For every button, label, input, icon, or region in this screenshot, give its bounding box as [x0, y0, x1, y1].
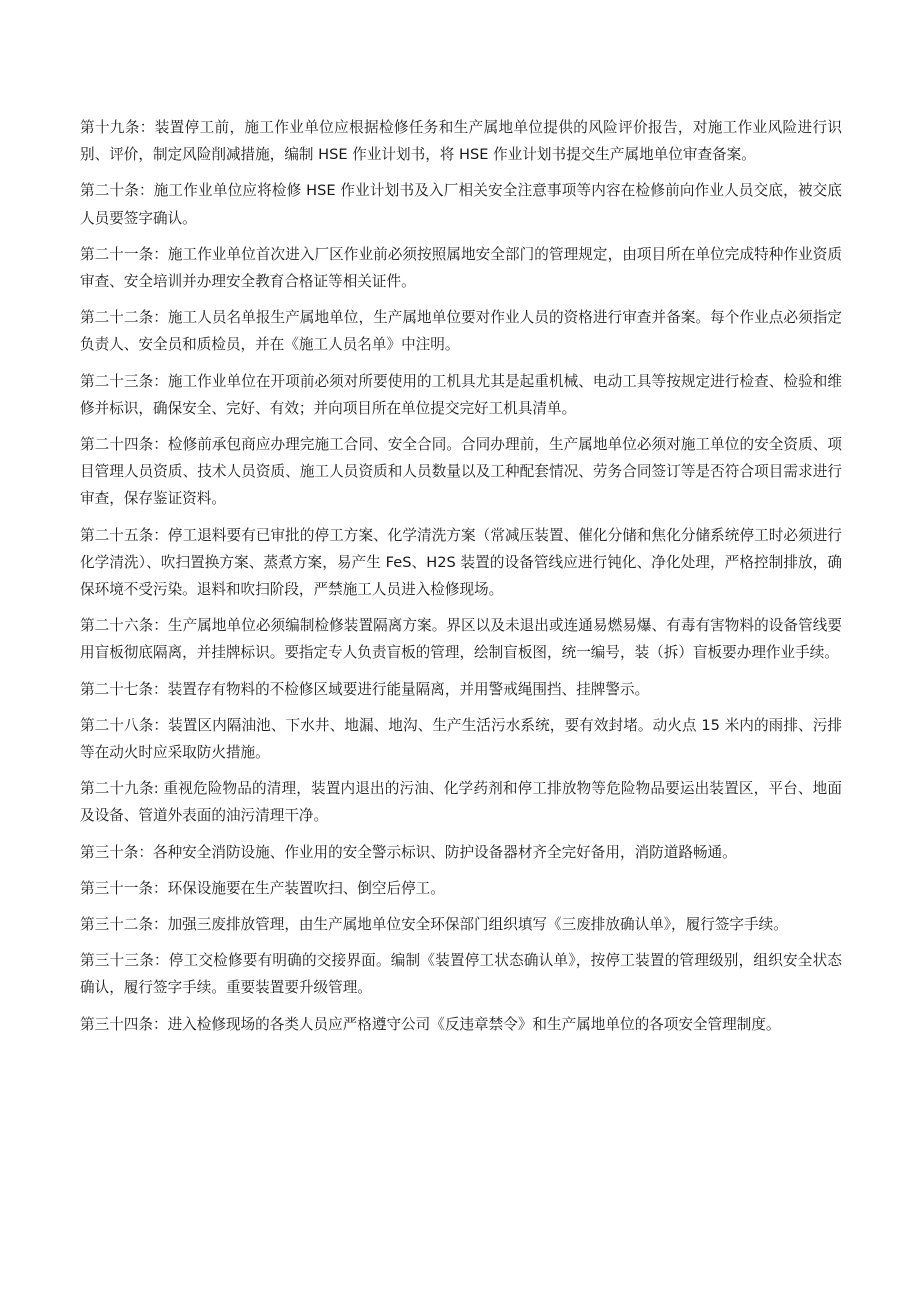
- article-33: 第三十三条：停工交检修要有明确的交接界面。编制《装置停工状态确认单》，按停工装置的管理级别，组织安全状态确认，履行签字手续。重要装置要升级管理。: [80, 952, 842, 997]
- document-body: [80, 114, 842, 1047]
- article-21: 第二十一条：施工作业单位首次进入厂区作业前必须按照属地安全部门的管理规定，由项目所在单位完成特种作业资质审查、安全培训并办理安全教育合格证等相关证件。: [80, 245, 842, 291]
- article-24: 第二十四条：检修前承包商应办理完施工合同、安全合同。合同办理前，生产属地单位必须对施工单位的安全资质、项目管理人员资质、技术人员资质、施工人员资质和人员数量以及工种配套情况、劳务合同签订等是否符合项目需求进行审查，保存鉴证资料。: [80, 436, 842, 508]
- article-20: 第二十条：施工作业单位应将检修 HSE 作业计划书及入厂相关安全注意事项等内容在检修前向作业人员交底，被交底人员要签字确认。: [80, 182, 842, 227]
- article-30: 第三十条：各种安全消防设施、作业用的安全警示标识、防护设备器材齐全完好备用，消防道路畅通。: [80, 843, 737, 861]
- article-22: 第二十二条：施工人员名单报生产属地单位，生产属地单位要对作业人员的资格进行审查并备案。每个作业点必须指定负责人、安全员和质检员，并在《施工人员名单》中注明。: [80, 309, 842, 354]
- article-27: 第二十七条：装置存有物料的不检修区域要进行能量隔离，并用警戒绳围挡、挂牌警示。: [80, 680, 650, 698]
- article-25: 第二十五条：停工退料要有已审批的停工方案、化学清洗方案（常减压装置、催化分储和焦化分储系统停工时必须进行化学清洗）、吹扫置换方案、蒸煮方案，易产生 FeS、H2S 装置的设备管线应进行钝化、净化处理，严格控制排放，确保环境不受污染。退料和吹扫阶段，严禁施工人员进入检修现场。: [80, 526, 842, 599]
- article-32: 第三十二条：加强三废排放管理，由生产属地单位安全环保部门组织填写《三废排放确认单》，履行签字手续。: [80, 916, 788, 934]
- article-34: 第三十四条：进入检修现场的各类人员应严格遵守公司《反违章禁令》和生产属地单位的各项安全管理制度。: [80, 1015, 781, 1033]
- article-31: 第三十一条：环保设施要在生产装置吹扫、倒空后停工。: [80, 879, 445, 897]
- article-19: 第十九条：装置停工前，施工作业单位应根据检修任务和生产属地单位提供的风险评价报告，对施工作业风险进行识别、评价，制定风险削减措施，编制 HSE 作业计划书，将 HSE 作业计划书提交生产属地单位审查备案。: [80, 119, 842, 164]
- article-23: 第二十三条：施工作业单位在开项前必须对所要使用的工机具尤其是起重机械、电动工具等按规定进行检查、检验和维修并标识，确保安全、完好、有效；并向项目所在单位提交完好工机具清单。: [80, 372, 842, 417]
- article-29: 第二十九条: 重视危险物品的清理，装置内退出的污油、化学药剂和停工排放物等危险物品要运出装置区，平台、地面及设备、管道外表面的油污清理干净。: [80, 780, 842, 825]
- article-28: 第二十八条：装置区内隔油池、下水井、地漏、地沟、生产生活污水系统，要有效封堵。动火点 15 米内的雨排、污排等在动火时应采取防火措施。: [80, 716, 842, 762]
- article-26: 第二十六条：生产属地单位必须编制检修装置隔离方案。界区以及未退出或连通易燃易爆、有毒有害物料的设备管线要用盲板彻底隔离，并挂牌标识。要指定专人负责盲板的管理，绘制盲板图，统一编号，装（拆）盲板要办理作业手续。: [80, 617, 842, 662]
